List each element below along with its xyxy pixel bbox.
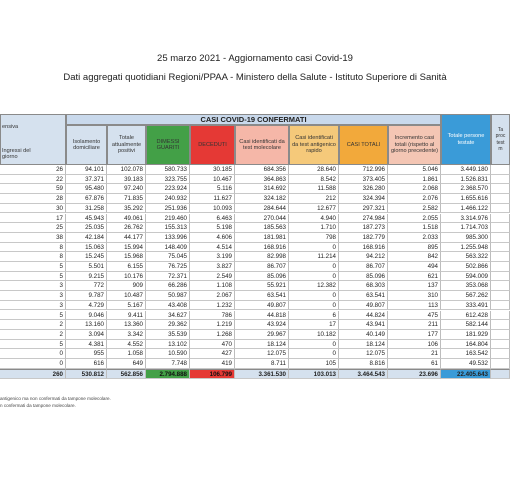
table-cell: 67.876	[66, 194, 107, 204]
table-cell: 1.714.703	[441, 223, 491, 233]
table-cell: 94.101	[66, 165, 107, 175]
table-cell: 4.940	[289, 214, 339, 224]
table-cell: 72.371	[146, 272, 190, 282]
table-cell: 13.160	[66, 320, 107, 330]
total-cell-cutoff	[491, 369, 510, 380]
table-cell: 44.824	[339, 311, 388, 321]
table-cell: 3.199	[190, 252, 235, 262]
table-cell: 612.428	[441, 311, 491, 321]
table-row	[0, 330, 510, 340]
table-cell: 5.198	[190, 223, 235, 233]
table-cell: 35.292	[107, 204, 146, 214]
table-cell: 616	[66, 359, 107, 369]
table-cell: 9.046	[66, 311, 107, 321]
table-row	[0, 233, 510, 243]
table-cell: 22	[0, 175, 66, 185]
table-cell: 223.924	[146, 184, 190, 194]
table-row	[0, 165, 510, 175]
table-cell: 25	[0, 223, 66, 233]
table-row	[0, 204, 510, 214]
table-cell: 6.463	[190, 214, 235, 224]
table-cell: 11.627	[190, 194, 235, 204]
table-cell: 8.816	[339, 359, 388, 369]
table-row	[0, 194, 510, 204]
table-cell: 594.009	[441, 272, 491, 282]
table-cell: 2.068	[388, 184, 441, 194]
table-cell: 1.466.122	[441, 204, 491, 214]
table-cell: 164.804	[441, 340, 491, 350]
table-row	[0, 214, 510, 224]
confirmed-banner: CASI COVID-19 CONFERMATI	[66, 114, 441, 125]
table-cell: 3.827	[190, 262, 235, 272]
table-cell: 18.124	[339, 340, 388, 350]
table-cell: 563.322	[441, 252, 491, 262]
table-cell: 1.058	[107, 349, 146, 359]
total-cell: 562.856	[107, 369, 146, 380]
table-cell: 12.075	[235, 349, 289, 359]
table-row	[0, 320, 510, 330]
table-cell: 985.300	[441, 233, 491, 243]
table-cell: 9.411	[107, 311, 146, 321]
footnote-1: antigenico ma non confermati da tampone molecolare.	[0, 396, 111, 401]
total-cell: 106.799	[190, 369, 235, 380]
table-cell: 26.762	[107, 223, 146, 233]
table-cell: 50.987	[146, 291, 190, 301]
table-row	[0, 262, 510, 272]
table-cell: 55.921	[235, 281, 289, 291]
table-cell: 0	[289, 262, 339, 272]
table-cell: 10.487	[107, 291, 146, 301]
table-cell: 163.542	[441, 349, 491, 359]
table-cell: 5.167	[107, 301, 146, 311]
table-cell: 37.371	[66, 175, 107, 185]
table-cell: 1.526.831	[441, 175, 491, 185]
table-cell-cutoff	[491, 233, 510, 243]
table-row	[0, 349, 510, 359]
table-cell: 76.725	[146, 262, 190, 272]
table-cell: 475	[388, 311, 441, 321]
table-cell: 30	[0, 204, 66, 214]
table-cell: 6.155	[107, 262, 146, 272]
table-cell: 5.501	[66, 262, 107, 272]
table-cell: 155.313	[146, 223, 190, 233]
table-cell: 137	[388, 281, 441, 291]
table-cell: 21	[388, 349, 441, 359]
header-persone-testate: Totale persone testate	[441, 114, 491, 165]
table-cell: 28.640	[289, 165, 339, 175]
table-cell: 29.967	[235, 330, 289, 340]
table-cell: 1.219	[190, 320, 235, 330]
header-dimessi: DIMESSI GUARITI	[146, 125, 190, 165]
table-cell: 419	[190, 359, 235, 369]
table-cell: 75.045	[146, 252, 190, 262]
table-row	[0, 359, 510, 369]
table-cell: 177	[388, 330, 441, 340]
table-cell-cutoff	[491, 194, 510, 204]
table-cell: 364.863	[235, 175, 289, 185]
table-cell: 31.258	[66, 204, 107, 214]
table-cell: 211	[388, 320, 441, 330]
table-cell: 148.409	[146, 243, 190, 253]
table-cell: 43.924	[235, 320, 289, 330]
table-cell: 712.996	[339, 165, 388, 175]
footnote-2: n confermati da tampone molecolare.	[0, 403, 76, 408]
table-cell: 219.460	[146, 214, 190, 224]
table-cell: 12.382	[289, 281, 339, 291]
table-cell: 324.394	[339, 194, 388, 204]
report-title: 25 marzo 2021 - Aggiornamento casi Covid-19	[157, 53, 353, 64]
table-cell: 582.144	[441, 320, 491, 330]
table-cell: 38	[0, 233, 66, 243]
table-row	[0, 184, 510, 194]
table-cell: 8.542	[289, 175, 339, 185]
table-cell-cutoff	[491, 243, 510, 253]
table-cell: 5	[0, 311, 66, 321]
table-cell-cutoff	[491, 184, 510, 194]
table-cell: 34.627	[146, 311, 190, 321]
table-cell: 649	[107, 359, 146, 369]
table-cell: 621	[388, 272, 441, 282]
table-cell: 314.692	[235, 184, 289, 194]
table-cell: 61	[388, 359, 441, 369]
table-cell: 772	[66, 281, 107, 291]
table-cell: 26	[0, 165, 66, 175]
table-cell: 43.408	[146, 301, 190, 311]
table-cell-cutoff	[491, 281, 510, 291]
table-cell-cutoff	[491, 359, 510, 369]
table-cell: 684.356	[235, 165, 289, 175]
total-cell: 103.013	[289, 369, 339, 380]
table-cell: 284.644	[235, 204, 289, 214]
table-cell: 59	[0, 184, 66, 194]
table-cell: 2.582	[388, 204, 441, 214]
table-row	[0, 301, 510, 311]
table-cell: 5	[0, 262, 66, 272]
table-cell-cutoff	[491, 175, 510, 185]
table-cell-cutoff	[491, 165, 510, 175]
table-cell: 4.729	[66, 301, 107, 311]
table-cell: 580.733	[146, 165, 190, 175]
table-cell: 86.707	[339, 262, 388, 272]
table-cell: 25.035	[66, 223, 107, 233]
table-cell: 15.063	[66, 243, 107, 253]
table-row	[0, 311, 510, 321]
table-cell: 4.552	[107, 340, 146, 350]
table-cell: 10.590	[146, 349, 190, 359]
table-cell: 94.212	[339, 252, 388, 262]
table-cell: 11.588	[289, 184, 339, 194]
table-cell: 2	[0, 330, 66, 340]
left-group-label: ensiva	[2, 124, 19, 130]
table-cell: 106	[388, 340, 441, 350]
table-row	[0, 175, 510, 185]
table-cell: 3.342	[107, 330, 146, 340]
table-cell: 66.286	[146, 281, 190, 291]
table-cell: 1.710	[289, 223, 339, 233]
table-cell-cutoff	[491, 330, 510, 340]
table-cell: 0	[289, 349, 339, 359]
table-cell: 297.321	[339, 204, 388, 214]
table-cell: 798	[289, 233, 339, 243]
table-cell: 182.779	[339, 233, 388, 243]
table-cell: 97.240	[107, 184, 146, 194]
table-cell-cutoff	[491, 204, 510, 214]
table-cell: 0	[289, 272, 339, 282]
header-deceduti: DECEDUTI	[190, 125, 235, 165]
table-cell: 10.467	[190, 175, 235, 185]
table-cell: 29.362	[146, 320, 190, 330]
table-row	[0, 243, 510, 253]
table-cell: 113	[388, 301, 441, 311]
table-cell: 13.102	[146, 340, 190, 350]
table-cell: 2.055	[388, 214, 441, 224]
table-cell: 3	[0, 291, 66, 301]
table-cell: 39.183	[107, 175, 146, 185]
table-cell: 40.149	[339, 330, 388, 340]
table-cell: 105	[289, 359, 339, 369]
table-cell: 2	[0, 320, 66, 330]
table-cell-cutoff	[491, 291, 510, 301]
table-cell: 5	[0, 340, 66, 350]
table-cell: 909	[107, 281, 146, 291]
table-cell: 353.068	[441, 281, 491, 291]
table-cell: 310	[388, 291, 441, 301]
table-cell: 10.093	[190, 204, 235, 214]
table-cell: 44.818	[235, 311, 289, 321]
table-cell-cutoff	[491, 349, 510, 359]
table-cell: 5	[0, 272, 66, 282]
table-cell-cutoff	[491, 340, 510, 350]
header-isolamento: Isolamento domiciliare	[66, 125, 107, 165]
table-cell: 10.182	[289, 330, 339, 340]
table-cell: 373.405	[339, 175, 388, 185]
table-cell: 1.268	[190, 330, 235, 340]
table-row	[0, 291, 510, 301]
table-cell: 8.711	[235, 359, 289, 369]
table-cell: 187.273	[339, 223, 388, 233]
table-cell: 326.280	[339, 184, 388, 194]
table-cell: 11.214	[289, 252, 339, 262]
table-cell-cutoff	[491, 262, 510, 272]
table-cell: 10.176	[107, 272, 146, 282]
table-cell-cutoff	[491, 301, 510, 311]
table-cell: 42.184	[66, 233, 107, 243]
table-cell: 212	[289, 194, 339, 204]
table-cell: 3.449.180	[441, 165, 491, 175]
table-cell: 427	[190, 349, 235, 359]
table-cell: 181.981	[235, 233, 289, 243]
total-cell: 2.794.888	[146, 369, 190, 380]
table-cell: 9.787	[66, 291, 107, 301]
header-totale-positivi: Totale attualmente positivi	[107, 125, 146, 165]
table-cell: 168.916	[339, 243, 388, 253]
table-cell: 502.866	[441, 262, 491, 272]
table-row	[0, 340, 510, 350]
table-cell: 18.124	[235, 340, 289, 350]
table-cell: 1.861	[388, 175, 441, 185]
table-cell: 1.108	[190, 281, 235, 291]
table-cell: 274.984	[339, 214, 388, 224]
table-cell: 2.368.570	[441, 184, 491, 194]
total-cell: 23.696	[388, 369, 441, 380]
table-cell: 49.532	[441, 359, 491, 369]
table-cell: 1.518	[388, 223, 441, 233]
table-cell: 85.096	[235, 272, 289, 282]
table-cell: 49.061	[107, 214, 146, 224]
table-cell: 12.677	[289, 204, 339, 214]
table-cell-cutoff	[491, 320, 510, 330]
table-cell: 3.314.976	[441, 214, 491, 224]
table-cell: 786	[190, 311, 235, 321]
table-cell: 49.807	[235, 301, 289, 311]
table-cell: 842	[388, 252, 441, 262]
table-cell: 0	[0, 349, 66, 359]
table-cell: 955	[66, 349, 107, 359]
table-row	[0, 223, 510, 233]
table-cell: 0	[0, 359, 66, 369]
table-cell: 324.182	[235, 194, 289, 204]
table-cell: 8	[0, 252, 66, 262]
table-cell: 1.655.616	[441, 194, 491, 204]
table-cell: 44.177	[107, 233, 146, 243]
table-row	[0, 272, 510, 282]
total-cell: 530.812	[66, 369, 107, 380]
total-cell: 3.361.530	[235, 369, 289, 380]
table-cell-cutoff	[491, 311, 510, 321]
table-cell: 0	[289, 340, 339, 350]
table-cell: 240.932	[146, 194, 190, 204]
table-cell: 15.245	[66, 252, 107, 262]
header-antigenico: Casi identificati da test antigenico rapido	[289, 125, 339, 165]
table-row	[0, 281, 510, 291]
table-cell: 270.044	[235, 214, 289, 224]
table-cell: 45.943	[66, 214, 107, 224]
header-tamponi: Ta proc test m	[491, 114, 510, 165]
table-cell: 85.096	[339, 272, 388, 282]
table-cell: 28	[0, 194, 66, 204]
table-cell: 63.541	[339, 291, 388, 301]
table-cell: 12.075	[339, 349, 388, 359]
table-cell: 3.094	[66, 330, 107, 340]
table-cell: 0	[289, 243, 339, 253]
table-cell: 2.076	[388, 194, 441, 204]
table-cell: 82.998	[235, 252, 289, 262]
table-cell-cutoff	[491, 214, 510, 224]
table-cell: 470	[190, 340, 235, 350]
table-cell: 7.748	[146, 359, 190, 369]
table-cell: 13.360	[107, 320, 146, 330]
total-cell: 260	[0, 369, 66, 380]
table-cell: 95.480	[66, 184, 107, 194]
table-cell: 15.968	[107, 252, 146, 262]
table-cell: 3	[0, 301, 66, 311]
table-cell: 49.807	[339, 301, 388, 311]
table-cell: 30.185	[190, 165, 235, 175]
table-cell: 1.255.948	[441, 243, 491, 253]
total-cell: 3.464.543	[339, 369, 388, 380]
table-cell: 15.994	[107, 243, 146, 253]
table-cell: 181.929	[441, 330, 491, 340]
table-cell: 567.262	[441, 291, 491, 301]
table-cell: 333.491	[441, 301, 491, 311]
table-cell: 494	[388, 262, 441, 272]
header-incremento: Incremento casi totali (rispetto al giorno precedente)	[388, 125, 441, 165]
table-cell: 86.707	[235, 262, 289, 272]
table-cell-cutoff	[491, 223, 510, 233]
total-cell: 22.405.643	[441, 369, 491, 380]
table-cell: 4.606	[190, 233, 235, 243]
table-cell: 35.539	[146, 330, 190, 340]
table-cell: 4.381	[66, 340, 107, 350]
table-cell: 63.541	[235, 291, 289, 301]
total-row	[0, 369, 510, 379]
table-cell: 5.116	[190, 184, 235, 194]
table-cell: 43.941	[339, 320, 388, 330]
table-cell: 895	[388, 243, 441, 253]
table-cell: 2.033	[388, 233, 441, 243]
table-cell: 251.936	[146, 204, 190, 214]
table-cell: 4.514	[190, 243, 235, 253]
table-cell: 133.996	[146, 233, 190, 243]
table-cell: 323.755	[146, 175, 190, 185]
table-cell: 0	[289, 291, 339, 301]
table-cell-cutoff	[491, 272, 510, 282]
table-cell: 6	[289, 311, 339, 321]
report-subtitle: Dati aggregati quotidiani Regioni/PPAA - Ministero della Salute - Istituto Superiore di Sanità	[63, 72, 447, 83]
table-cell: 17	[0, 214, 66, 224]
table-cell: 185.563	[235, 223, 289, 233]
table-cell: 2.067	[190, 291, 235, 301]
table-cell: 9.215	[66, 272, 107, 282]
table-cell: 17	[289, 320, 339, 330]
table-cell: 8	[0, 243, 66, 253]
header-molecolare: Casi identificati da test molecolare	[235, 125, 289, 165]
ingressi-header: Ingressi del giorno	[2, 148, 31, 161]
table-cell: 1.232	[190, 301, 235, 311]
table-cell: 68.303	[339, 281, 388, 291]
table-row	[0, 252, 510, 262]
table-cell: 3	[0, 281, 66, 291]
table-cell: 168.916	[235, 243, 289, 253]
table-cell: 5.046	[388, 165, 441, 175]
table-cell: 2.549	[190, 272, 235, 282]
header-casi-totali: CASI TOTALI	[339, 125, 388, 165]
table-cell: 0	[289, 301, 339, 311]
table-cell: 71.835	[107, 194, 146, 204]
table-cell-cutoff	[491, 252, 510, 262]
table-cell: 102.078	[107, 165, 146, 175]
